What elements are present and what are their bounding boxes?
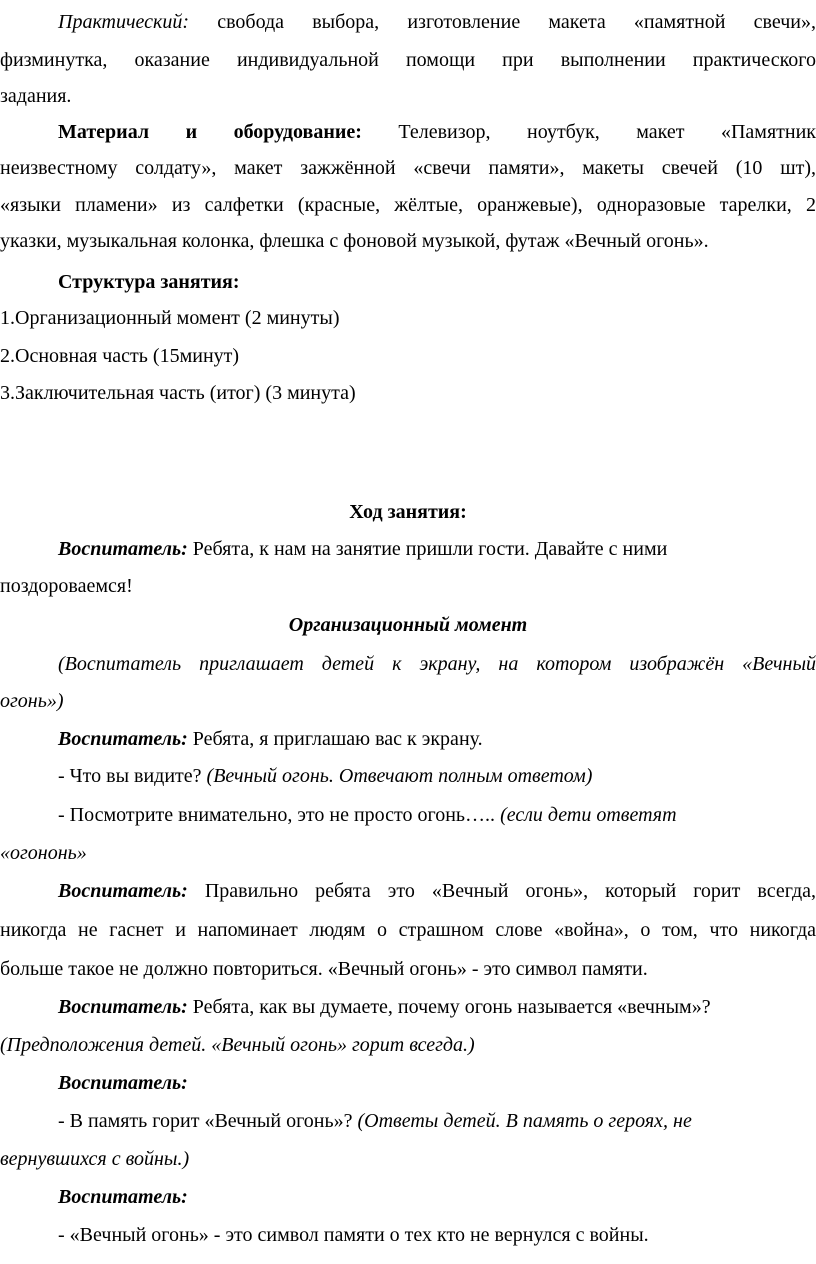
invite-line — [0, 723, 816, 755]
stage-direction-line-1: (Воспитатель приглашает детей к экрану, на котором изображён «Вечный — [58, 653, 816, 675]
look-text: - Посмотрите внимательно, это не просто огонь….. — [58, 804, 501, 826]
question-text: - Что вы видите? — [58, 765, 207, 787]
materials-line-4: указки, музыкальная колонка, флешка с фоновой музыкой, футаж «Вечный огонь». — [0, 230, 709, 252]
memory-line-1 — [0, 1105, 816, 1137]
speaker-label: Воспитатель: — [58, 996, 188, 1018]
greeting-text: Ребята, к нам на занятие пришли гости. Давайте с ними — [187, 538, 668, 560]
practical-line-1 — [0, 6, 816, 38]
speaker-label: Воспитатель: — [58, 538, 188, 560]
explain-text: Правильно ребята это «Вечный огонь», который горит всегда, — [204, 880, 816, 902]
practical-line-2: физминутка, оказание индивидуальной помощи при выполнении практического — [0, 49, 816, 71]
speaker-label: Воспитатель: — [58, 728, 188, 750]
org-moment-heading: Организационный момент — [288, 614, 528, 636]
greeting-line-2: поздороваемся! — [0, 575, 133, 597]
look-line-2: «огононь» — [0, 842, 87, 864]
look-note: (если дети ответят — [500, 804, 677, 826]
memory-text: - В память горит «Вечный огонь»? — [58, 1110, 358, 1132]
memory-line-2: вернувшихся с войны.) — [0, 1148, 190, 1170]
why-line-2: (Предположения детей. «Вечный огонь» горит всегда.) — [0, 1034, 475, 1056]
question-note: (Вечный огонь. Отвечают полным ответом) — [206, 765, 593, 787]
greeting-line-1 — [0, 533, 816, 565]
question-line — [0, 760, 816, 792]
explain-line-2: никогда не гаснет и напоминает людям о страшном слове «война», о том, что никогда — [0, 919, 816, 941]
structure-item-3: 3.Заключительная часть (итог) (3 минута) — [0, 382, 356, 404]
practical-text: свобода выбора, изготовление макета «памятной свечи», — [217, 11, 816, 33]
look-line-1 — [0, 799, 816, 831]
explain-line-3: больше такое не должно повториться. «Вечный огонь» - это символ памяти. — [0, 958, 648, 980]
structure-heading: Структура занятия: — [58, 271, 240, 293]
explain-line-1 — [0, 875, 816, 907]
materials-text: Телевизор, ноутбук, макет «Памятник — [398, 121, 816, 143]
why-text: Ребята, как вы думаете, почему огонь называется «вечным»? — [187, 996, 711, 1018]
practical-label: Практический: — [58, 11, 190, 33]
speaker-label: Воспитатель: — [58, 1186, 188, 1208]
lesson-heading: Ход занятия: — [349, 501, 467, 523]
invite-text: Ребята, я приглашаю вас к экрану. — [187, 728, 483, 750]
materials-line-2: неизвестному солдату», макет зажжённой «свечи памяти», макеты свечей (10 шт), — [0, 157, 816, 179]
why-line-1 — [0, 991, 816, 1023]
stage-direction-line-2: огонь») — [0, 690, 64, 712]
materials-line-1 — [0, 116, 816, 148]
memory-note: (Ответы детей. В память о героях, не — [357, 1110, 692, 1132]
practical-line-3: задания. — [0, 85, 72, 107]
materials-line-3: «языки пламени» из салфетки (красные, жёлтые, оранжевые), одноразовые тарелки, 2 — [0, 194, 816, 216]
speaker-label: Воспитатель: — [58, 1072, 188, 1094]
structure-item-1: 1.Организационный момент (2 минуты) — [0, 307, 340, 329]
speaker-label: Воспитатель: — [58, 880, 188, 902]
structure-item-2: 2.Основная часть (15минут) — [0, 345, 240, 367]
materials-label: Материал и оборудование: — [58, 121, 362, 143]
symbol-line: - «Вечный огонь» - это символ памяти о тех кто не вернулся с войны. — [58, 1224, 649, 1246]
